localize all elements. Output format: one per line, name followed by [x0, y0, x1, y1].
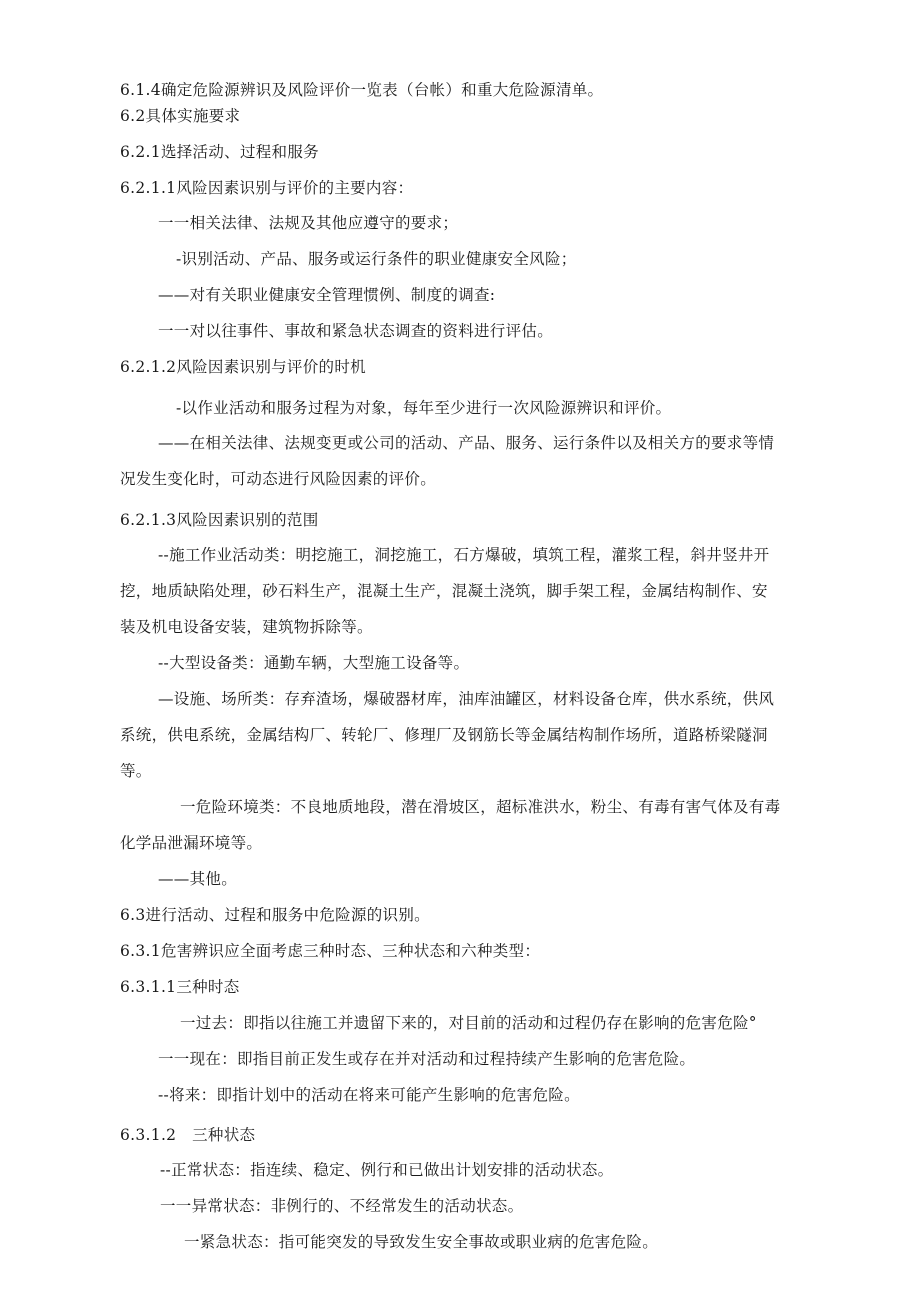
clause-6-3-1: 6.3.1危害辨识应全面考虑三种时态、三种状态和六种类型：	[120, 942, 541, 960]
clause-6-2-1-3: 6.2.1.3风险因素识别的范围	[120, 511, 319, 529]
list-item-management: ——对有关职业健康安全管理惯例、制度的调查:	[158, 286, 496, 304]
list-item-dynamic-review: ——在相关法律、法规变更或公司的活动、产品、服务、运行条件以及相关方的要求等情	[158, 434, 775, 452]
list-item-other: ——其他。	[158, 870, 238, 888]
list-item-facilities-cont-1: 系统，供电系统，金属结构厂、转轮厂、修理厂及钢筋长等金属结构制作场所，道路桥梁隧洞	[120, 726, 768, 744]
list-item-emergency-state: 一紧急状态：指可能突发的导致发生安全事故或职业病的危害危险。	[184, 1233, 659, 1251]
list-item-past-events: 一一对以往事件、事故和紧急状态调查的资料进行评估。	[158, 322, 554, 340]
list-item-facilities-cont-2: 等。	[120, 762, 152, 780]
list-item-normal-state: --正常状态：指连续、稳定、例行和已做出计划安排的活动状态。	[160, 1161, 614, 1179]
list-item-construction-cont-2: 装及机电设备安装，建筑物拆除等。	[120, 618, 373, 636]
clause-6-2-1: 6.2.1选择活动、过程和服务	[120, 143, 319, 161]
list-item-construction: --施工作业活动类：明挖施工，洞挖施工，石方爆破，填筑工程，灌浆工程，斜井竖井开	[158, 546, 770, 564]
clause-6-3-1-1: 6.3.1.1三种时态	[120, 978, 240, 996]
list-item-construction-cont-1: 挖，地质缺陷处理，砂石料生产，混凝土生产，混凝土浇筑，脚手架工程，金属结构制作、安	[120, 582, 768, 600]
clause-6-2-1-2: 6.2.1.2风险因素识别与评价的时机	[120, 358, 366, 376]
list-item-facilities: —设施、场所类：存弃渣场，爆破器材库，油库油罐区，材料设备仓库，供水系统，供风	[158, 690, 775, 708]
list-item-present: 一一现在：即指目前正发生或存在并对活动和过程持续产生影响的危害危险。	[158, 1050, 696, 1068]
list-item-abnormal-state: 一一异常状态：非例行的、不经常发生的活动状态。	[160, 1197, 524, 1215]
section-6-2-heading: 6.2具体实施要求	[120, 107, 241, 125]
clause-6-1-4: 6.1.4确定危险源辨识及风险评价一览表（台帐）和重大危险源清单。	[120, 81, 604, 99]
list-item-dynamic-review-cont: 况发生变化时，可动态进行风险因素的评价。	[120, 470, 437, 488]
clause-6-3-1-2: 6.3.1.2 三种状态	[120, 1126, 256, 1144]
clause-6-2-1-1: 6.2.1.1风险因素识别与评价的主要内容：	[120, 179, 414, 197]
list-item-environment: 一危险环境类：不良地质地段，潜在滑坡区，超标准洪水，粉尘、有毒有害气体及有毒	[180, 798, 781, 816]
list-item-environment-cont: 化学品泄漏环境等。	[120, 834, 263, 852]
section-6-3-heading: 6.3进行活动、过程和服务中危险源的识别。	[120, 906, 430, 924]
list-item-identify-risk: -识别活动、产品、服务或运行条件的职业健康安全风险；	[176, 250, 577, 268]
list-item-annual-review: -以作业活动和服务过程为对象，每年至少进行一次风险源辨识和评价。	[176, 399, 672, 417]
list-item-past: 一过去：即指以往施工并遗留下来的，对目前的活动和过程仍存在影响的危害危险°	[180, 1014, 757, 1032]
list-item-equipment: --大型设备类：通勤车辆，大型施工设备等。	[158, 654, 470, 672]
list-item-future: --将来：即指计划中的活动在将来可能产生影响的危害危险。	[158, 1086, 580, 1104]
list-item-laws: 一一相关法律、法规及其他应遵守的要求；	[158, 214, 459, 232]
